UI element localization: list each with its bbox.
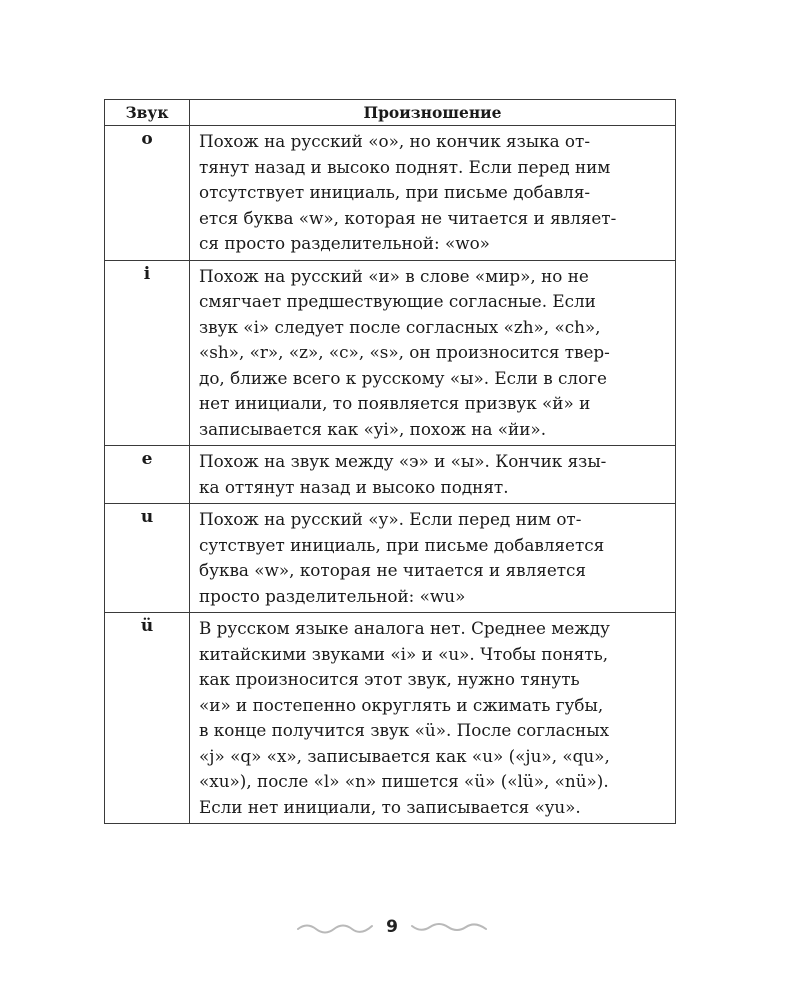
pronunciation-table [104, 99, 676, 824]
sound-cell: u [105, 504, 190, 613]
pronunciation-cell: Похож на русский «о», но кончик языка от- тянут назад и высоко поднят. Если перед ним отсутствует инициаль, при письме добавля- ется буква «w», которая не читается и являет- ся просто разделительной: «wo» [190, 126, 676, 261]
sound-cell: o [105, 126, 190, 261]
page-number: 9 [386, 917, 398, 937]
pronunciation-cell: Похож на русский «у». Если перед ним от- сутствует инициаль, при письме добавляется буква «w», которая не читается и является просто разделительной: «wu» [190, 504, 676, 613]
table-row [105, 126, 676, 261]
table-row [105, 446, 676, 504]
header-pronunciation: Произношение [190, 100, 676, 126]
sound-cell: e [105, 446, 190, 504]
sound-cell: i [105, 260, 190, 446]
left-wave-ornament-icon [296, 920, 374, 936]
pronunciation-cell: Похож на русский «и» в слове «мир», но не смягчает предшествующие согласные. Если звук «i» следует после согласных «zh», «ch», «sh», «r», «z», «c», «s», он произносится твер- до, ближе всего к русскому «ы». Если в слоге нет инициали, то появляется призвук «й» и записывается как «yi», похож на «йи». [190, 260, 676, 446]
pronunciation-cell: Похож на звук между «э» и «ы». Кончик язы- ка оттянут назад и высоко поднят. [190, 446, 676, 504]
table-row [105, 613, 676, 824]
table-row [105, 260, 676, 446]
table-header-row [105, 100, 676, 126]
header-sound: Звук [105, 100, 190, 126]
page-footer [0, 912, 800, 944]
table-row [105, 504, 676, 613]
pronunciation-cell: В русском языке аналога нет. Среднее между китайскими звуками «i» и «u». Чтобы понять, как произносится этот звук, нужно тянуть «и» и постепенно округлять и сжимать губы, в конце получится звук «ü». После согласных «j» «q» «x», записывается как «u» («ju», «qu», «xu»), после «l» «n» пишется «ü» («lü», «nü»). Если нет инициали, то записывается «yu». [190, 613, 676, 824]
right-wave-ornament-icon [410, 920, 488, 936]
sound-cell: ü [105, 613, 190, 824]
